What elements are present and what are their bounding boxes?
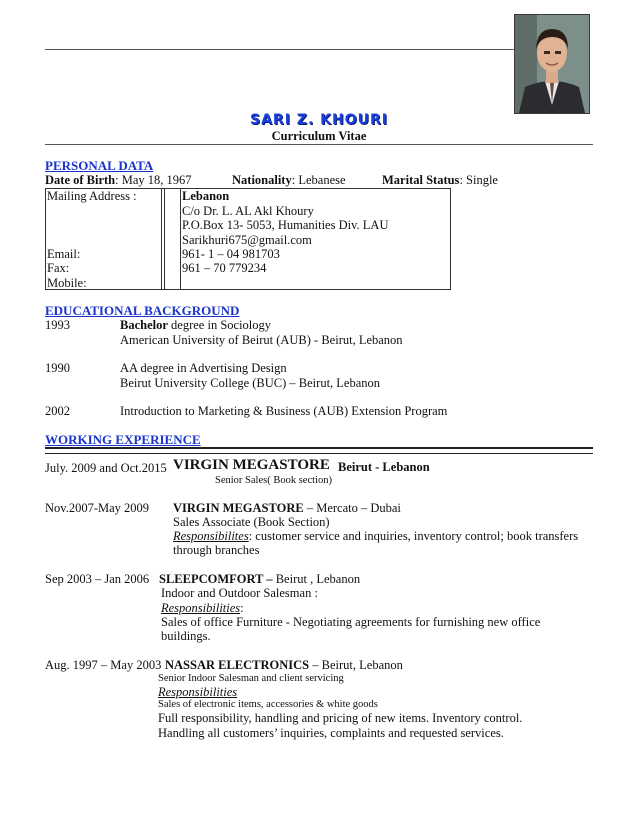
responsibilities-text: through branches bbox=[173, 543, 260, 557]
job-dates: July. 2009 and Oct.2015 bbox=[45, 461, 167, 475]
responsibilities-text: Handling all customers’ inquiries, complaints and requested services. bbox=[158, 726, 504, 740]
address-line: C/o Dr. L. AL Akl Khoury bbox=[182, 204, 314, 218]
job-dates: Sep 2003 – Jan 2006 bbox=[45, 572, 150, 586]
nationality-label: Nationality bbox=[232, 173, 292, 187]
header-rule-bottom bbox=[45, 144, 593, 145]
fax-label: Fax: bbox=[47, 261, 70, 275]
education-degree: Introduction to Marketing & Business (AUB) Extension Program bbox=[120, 404, 448, 418]
education-year: 1993 bbox=[45, 318, 70, 332]
email-label: Email: bbox=[47, 247, 81, 261]
personal-data-row bbox=[45, 173, 192, 188]
work-rule-1 bbox=[45, 447, 593, 449]
marital-value: : Single bbox=[459, 173, 498, 187]
education-year: 1990 bbox=[45, 361, 70, 375]
education-school: American University of Beirut (AUB) - Beirut, Lebanon bbox=[120, 333, 403, 347]
job-role: Indoor and Outdoor Salesman : bbox=[161, 586, 318, 600]
responsibilities-text: : customer service and inquiries, inventory control; book transfers bbox=[248, 529, 579, 543]
marital-label: Marital Status bbox=[382, 173, 460, 187]
job-heading bbox=[165, 658, 403, 673]
education-school: Beirut University College (BUC) – Beirut, Lebanon bbox=[120, 376, 381, 390]
contact-table bbox=[45, 188, 451, 290]
header-rule-top bbox=[45, 49, 515, 50]
responsibilities-label: Responsibilities bbox=[161, 601, 241, 615]
job-location: Beirut - Lebanon bbox=[338, 460, 430, 474]
person-portrait-icon bbox=[515, 15, 589, 113]
job-role: Senior Indoor Salesman and client servicing bbox=[158, 673, 344, 684]
job-responsibilities bbox=[173, 529, 578, 544]
degree-bold: Bachelor bbox=[120, 318, 168, 332]
job-location: Beirut , Lebanon bbox=[272, 572, 361, 586]
job-company: VIRGIN MEGASTORE bbox=[173, 457, 330, 473]
dob-value: : May 18, 1967 bbox=[115, 173, 192, 187]
responsibilities-label: Responsibilites bbox=[173, 529, 249, 543]
education-degree bbox=[120, 318, 271, 333]
mailing-address-label: Mailing Address : bbox=[47, 189, 137, 203]
responsibilities-text: Full responsibility, handling and pricing of new items. Inventory control. bbox=[158, 711, 523, 725]
document-subtitle: Curriculum Vitae bbox=[271, 129, 367, 143]
job-dates: Nov.2007-May 2009 bbox=[45, 501, 150, 515]
job-company: VIRGIN MEGASTORE bbox=[173, 501, 304, 515]
degree-rest: degree in Sociology bbox=[167, 318, 272, 332]
responsibilities-text: buildings. bbox=[161, 629, 211, 643]
dob-label: Date of Birth bbox=[45, 173, 116, 187]
personal-data-heading: PERSONAL DATA bbox=[45, 158, 154, 173]
address-line: P.O.Box 13- 5053, Humanities Div. LAU bbox=[182, 218, 389, 232]
job-heading bbox=[159, 572, 360, 587]
job-role: Sales Associate (Book Section) bbox=[173, 515, 330, 529]
email-value: Sarikhuri675@gmail.com bbox=[182, 233, 312, 247]
education-year: 2002 bbox=[45, 404, 70, 418]
job-company: SLEEPCOMFORT – bbox=[159, 572, 273, 586]
education-degree: AA degree in Advertising Design bbox=[120, 361, 287, 375]
address-line: Lebanon bbox=[182, 189, 230, 203]
nationality-value: : Lebanese bbox=[291, 173, 346, 187]
responsibilities-text: Sales of electronic items, accessories & white goods bbox=[158, 699, 378, 710]
responsibilities-label: Responsibilities bbox=[158, 685, 238, 699]
job-heading bbox=[173, 501, 401, 516]
marital-row bbox=[382, 173, 498, 188]
contact-spacer-column bbox=[164, 189, 181, 289]
job-location: – Beirut, Lebanon bbox=[309, 658, 403, 672]
job-company: NASSAR ELECTRONICS bbox=[165, 658, 310, 672]
nationality-row bbox=[232, 173, 346, 188]
profile-photo bbox=[514, 14, 590, 114]
mobile-label: Mobile: bbox=[47, 276, 87, 290]
job-responsibilities bbox=[161, 601, 244, 616]
job-dates: Aug. 1997 – May 2003 bbox=[45, 658, 162, 672]
responsibilities-text: Sales of office Furniture - Negotiating agreements for furnishing new office bbox=[161, 615, 541, 629]
work-heading: WORKING EXPERIENCE bbox=[45, 432, 201, 447]
fax-value: 961- 1 – 04 981703 bbox=[182, 247, 280, 261]
job-location: – Mercato – Dubai bbox=[303, 501, 401, 515]
education-heading: EDUCATIONAL BACKGROUND bbox=[45, 303, 240, 318]
responsibilities-colon: : bbox=[240, 601, 244, 615]
mobile-value: 961 – 70 779234 bbox=[182, 261, 267, 275]
candidate-name: SARI Z. KHOURI bbox=[250, 112, 388, 128]
work-rule-2 bbox=[45, 453, 593, 454]
job-role: Senior Sales( Book section) bbox=[215, 475, 332, 486]
